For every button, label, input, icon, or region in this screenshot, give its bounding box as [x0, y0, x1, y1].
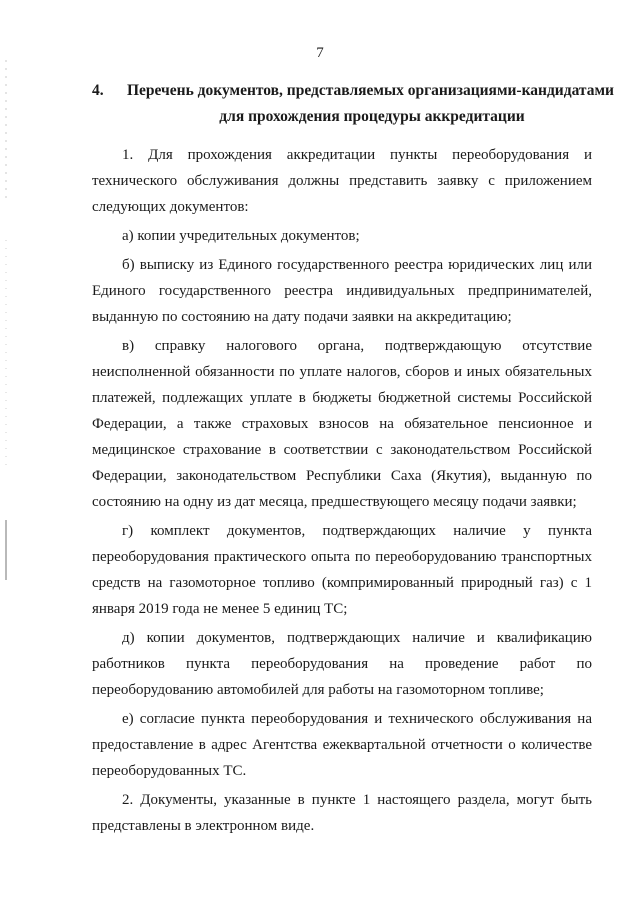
paragraph-subitem-v: в) справку налогового органа, подтверждающую отсутствие неисполненной обязанности по уплате налогов, сборов и иных обязательных платежей, подлежащих уплате в бюджеты бюджетной системы Российской Федерации, а также страховых взносов на обязательное пенсионное и медицинское страхование в соответствии с законодательством Российской Федерации, законодательством Республики Саха (Якутия), выданную по состоянию на одну из дат месяца, предшествующего месяцу подачи заявки; — [92, 338, 592, 510]
paragraph-subitem-b: б) выписку из Единого государственного реестра юридических лиц или Единого государственного реестра индивидуальных предпринимателей, выданную по состоянию на дату подачи заявки на аккредитацию; — [92, 257, 592, 325]
paragraph-item-2: 2. Документы, указанные в пункте 1 настоящего раздела, могут быть представлены в электронном виде. — [92, 792, 592, 834]
paragraph-subitem-e: е) согласие пункта переоборудования и технического обслуживания на предоставление в адрес Агентства ежеквартальной отчетности о количестве переоборудованных ТС. — [92, 711, 592, 779]
section-number: 4. — [92, 82, 104, 99]
paragraph-item-1: 1. Для прохождения аккредитации пункты переоборудования и технического обслуживания должны представить заявку с приложением следующих документов: — [92, 147, 592, 215]
scan-margin-marks — [0, 0, 20, 905]
paragraph-subitem-a: а) копии учредительных документов; — [122, 228, 360, 244]
section-title-line-1: Перечень документов, представляемых организациями-кандидатами — [127, 82, 614, 99]
body-text — [92, 142, 592, 839]
paragraph-subitem-g: г) комплект документов, подтверждающих наличие у пункта переоборудования практического опыта по переоборудованию транспортных средств на газомоторное топливо (компримированный природный газ) с 1 января 2019 года не менее 5 единиц ТС; — [92, 523, 592, 617]
page-number: 7 — [316, 45, 324, 61]
paragraph-subitem-d: д) копии документов, подтверждающих наличие и квалификацию работников пункта переоборудования на проведение работ по переоборудованию автомобилей для работы на газомоторном топливе; — [92, 630, 592, 698]
section-title-line-2: для прохождения процедуры аккредитации — [219, 108, 525, 125]
